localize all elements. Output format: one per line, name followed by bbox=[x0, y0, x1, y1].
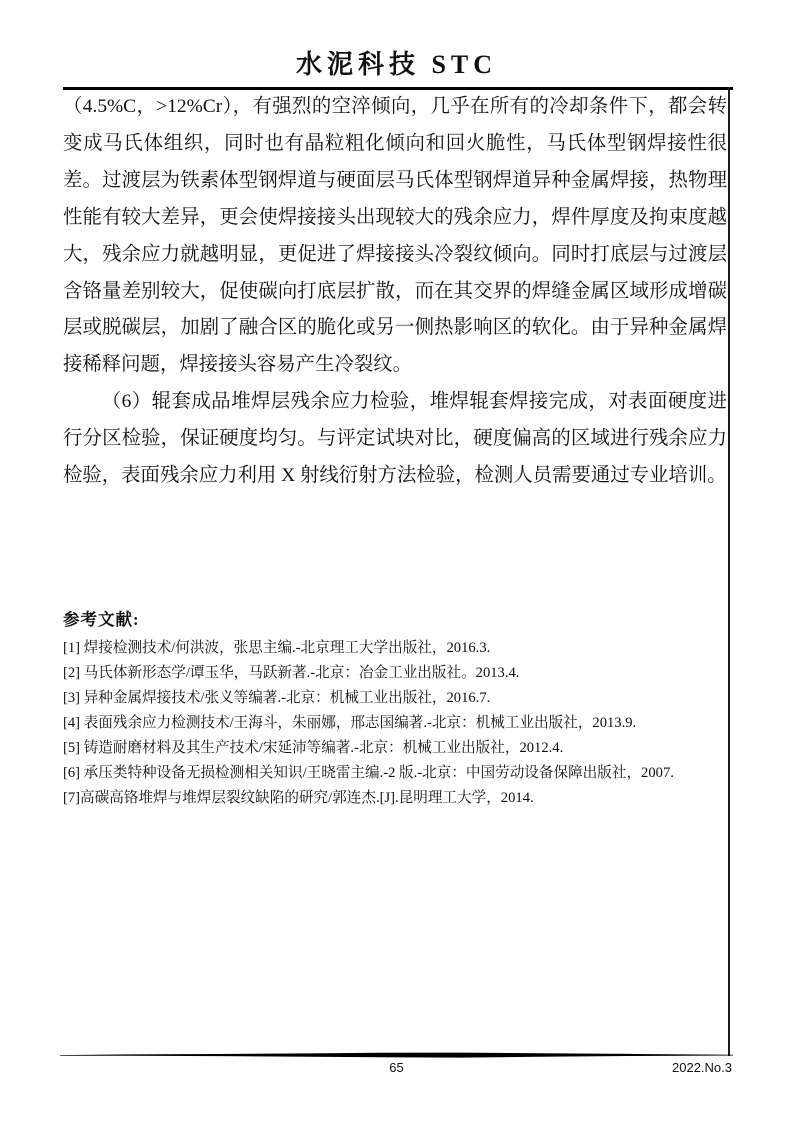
references-section bbox=[63, 609, 731, 811]
article-body bbox=[63, 89, 727, 495]
journal-title: 水泥科技 STC bbox=[295, 50, 498, 79]
reference-item-7: [7]高碳高铬堆焊与堆焊层裂纹缺陷的研究/郭连杰.[J].昆明理工大学，2014. bbox=[63, 790, 534, 806]
reference-item-3: [3] 异种金属焊接技术/张义等编著.-北京：机械工业出版社，2016.7. bbox=[63, 690, 491, 706]
reference-item-1: [1] 焊接检测技术/何洪波，张思主编.-北京理工大学出版社，2016.3. bbox=[63, 640, 491, 656]
right-border-line bbox=[728, 87, 730, 1056]
body-paragraph-2: （6）辊套成品堆焊层残余应力检验，堆焊辊套焊接完成，对表面硬度进行分区检验，保证硬度均匀。与评定试块对比，硬度偏高的区域进行残余应力检验，表面残余应力利用 X 射线衍射方法检验，检测人员需要通过专业培训。 bbox=[63, 391, 727, 487]
reference-item-5: [5] 铸造耐磨材料及其生产技术/宋延沛等编著.-北京：机械工业出版社，2012.4. bbox=[63, 740, 564, 756]
body-paragraph-1: （4.5%C，>12%Cr），有强烈的空淬倾向，几乎在所有的冷却条件下，都会转变成马氏体组织，同时也有晶粒粗化倾向和回火脆性，马氏体型钢焊接性很差。过渡层为铁素体型钢焊道与硬面层马氏体型钢焊道异种金属焊接，热物理性能有较大差异，更会使焊接接头出现较大的残余应力，焊件厚度及拘束度越大，残余应力就越明显，更促进了焊接接头冷裂纹倾向。同时打底层与过渡层含铬量差别较大，促使碳向打底层扩散，而在其交界的焊缝金属区域形成增碳层或脱碳层，加剧了融合区的脆化或另一侧热影响区的软化。由于异种金属焊接稀释问题，焊接接头容易产生冷裂纹。 bbox=[63, 96, 727, 376]
reference-item-4: [4] 表面残余应力检测技术/王海斗，朱丽娜，邢志国编著.-北京：机械工业出版社，2013.9. bbox=[63, 715, 637, 731]
page-number: 65 bbox=[389, 1060, 404, 1075]
reference-item-6: [6] 承压类特种设备无损检测相关知识/王晓雷主编.-2 版.-北京：中国劳动设备保障出版社，2007. bbox=[63, 765, 674, 781]
issue-number: 2022.No.3 bbox=[672, 1060, 732, 1075]
footer-rule bbox=[60, 1052, 733, 1059]
reference-item-2: [2] 马氏体新形态学/谭玉华，马跃新著.-北京：冶金工业出版社。2013.4. bbox=[63, 665, 520, 681]
references-heading: 参考文献: bbox=[63, 610, 140, 629]
